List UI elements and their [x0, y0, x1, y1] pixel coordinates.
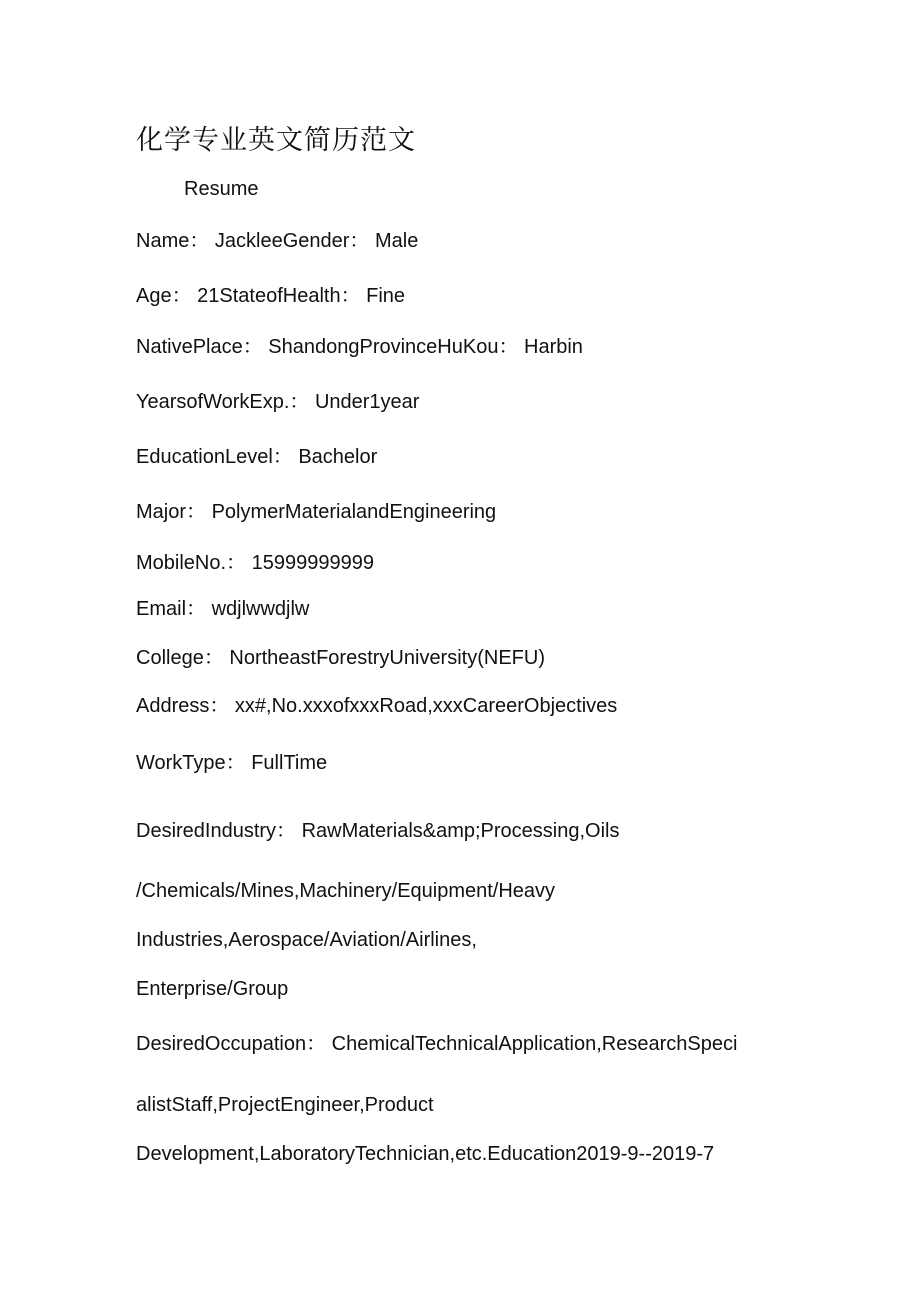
desired-occupation-line-3: Development,LaboratoryTechnician,etc.Education2019-9--2019-7 — [136, 1143, 715, 1165]
desired-occupation-line: DesiredOccupation： ChemicalTechnicalApplication,ResearchSpeci — [136, 1033, 738, 1055]
work-type-line: WorkType： FullTime — [136, 752, 328, 774]
age-health-line: Age： 21StateofHealth： Fine — [136, 285, 406, 307]
college-line: College： NortheastForestryUniversity(NEFU) — [136, 647, 545, 669]
desired-industry-line-3: Industries,Aerospace/Aviation/Airlines, — [136, 929, 477, 951]
name-gender-line: Name： JackleeGender： Male — [136, 230, 419, 252]
work-experience-line: YearsofWorkExp.： Under1year — [136, 391, 420, 413]
desired-industry-line-4: Enterprise/Group — [136, 978, 289, 1000]
document-title: 化学专业英文简历范文 — [136, 125, 416, 156]
major-line: Major： PolymerMaterialandEngineering — [136, 501, 497, 523]
desired-industry-line-2: /Chemicals/Mines,Machinery/Equipment/Heavy — [136, 880, 556, 902]
address-line: Address： xx#,No.xxxofxxxRoad,xxxCareerObjectives — [136, 695, 618, 717]
native-place-line: NativePlace： ShandongProvinceHuKou： Harbin — [136, 336, 583, 358]
desired-occupation-line-2: alistStaff,ProjectEngineer,Product — [136, 1094, 434, 1116]
mobile-line: MobileNo.： 15999999999 — [136, 552, 374, 574]
education-level-line: EducationLevel： Bachelor — [136, 446, 378, 468]
email-line: Email： wdjlwwdjlw — [136, 598, 310, 620]
desired-industry-line: DesiredIndustry： RawMaterials&amp;Processing,Oils — [136, 820, 620, 842]
resume-heading: Resume — [184, 178, 259, 200]
